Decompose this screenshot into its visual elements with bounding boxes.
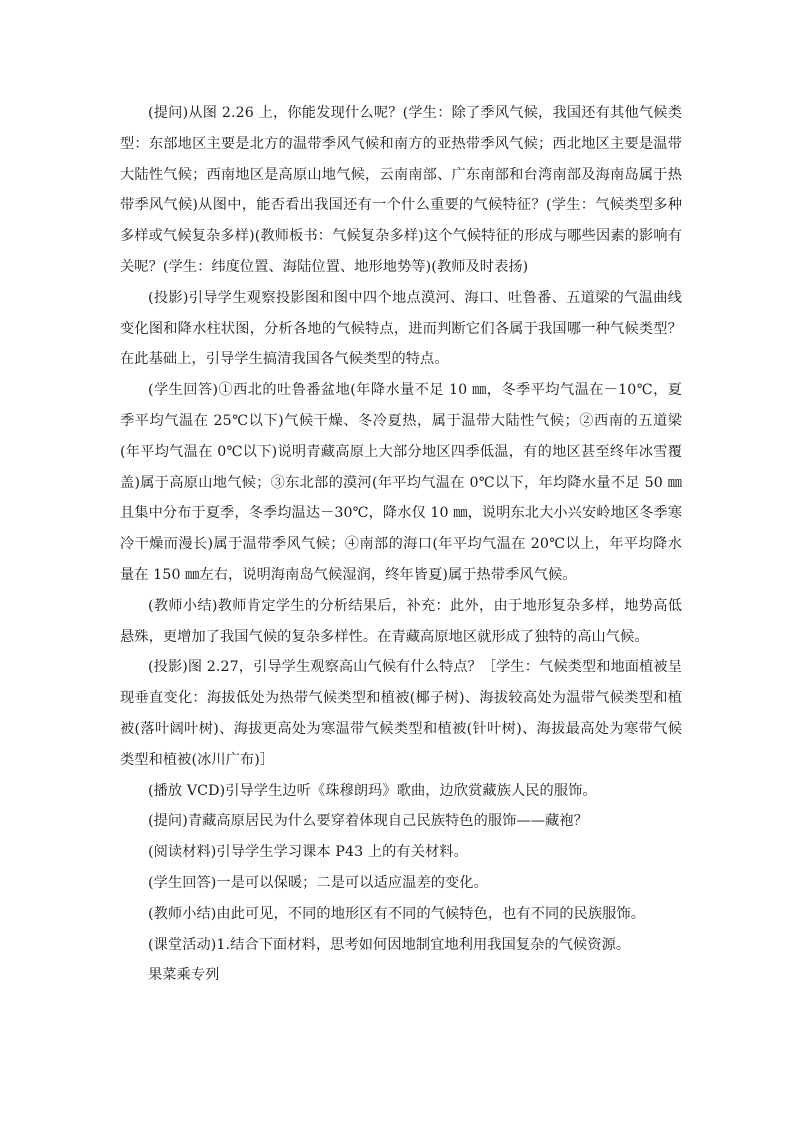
paragraph-question-fig-2-26: (提问)从图 2.26 上，你能发现什么呢？(学生：除了季风气候，我国还有其他气候类型：东部地区主要是北方的温带季风气候和南方的亚热带季风气候；西北地区主要是温带大陆性气候；西南地区是高原山地气候，云南南部、广东南部和台湾南部及海南岛属于热带季风气候)从图中，能否看出我国还有一个什么重要的气候特征？(学生：气候类型多种多样或气候复杂多样)(教师板书：气候复杂多样)这个气候特征的形成与哪些因素的影响有关呢？(学生：纬度位置、海陆位置、地形地势等)(教师及时表扬)	[120, 105, 682, 275]
paragraph-reading-material: (阅读材料)引导学生学习课本 P43 上的有关材料。	[148, 844, 468, 861]
paragraph-teacher-summary-terrain: (教师小结)教师肯定学生的分析结果后，补充：此外，由于地形复杂多样，地势高低悬殊，更增加了我国气候的复杂多样性。在青藏高原地区就形成了独特的高山气候。	[120, 597, 682, 645]
paragraph-class-activity: (课堂活动)1.结合下面材料，思考如何因地制宜地利用我国复杂的气候资源。	[148, 936, 631, 953]
paragraph-student-answer-four-locations: (学生回答)①西北的吐鲁番盆地(年降水量不足 10 ㎜，冬季平均气温在－10℃，夏季平均气温在 25℃以下)气候干燥、冬冷夏热，属于温带大陆性气候；②西南的五道梁(年平均气温在 0℃以下)说明青藏高原上大部分地区四季低温，有的地区甚至终年冰雪覆盖)属于高原山地气候；③东北部的漠河(年平均气温在 0℃以下，年均降水量不足 50 ㎜且集中分布于夏季，冬季均温达－30℃，降水仅 10 ㎜，说明东北大小兴安岭地区冬季寒冷干燥而漫长)属于温带季风气候；④南部的海口(年平均气温在 20℃以上，年平均降水量在 150 ㎜左右，说明海南岛气候湿润，终年皆夏)属于热带季风气候。	[120, 382, 682, 583]
paragraph-play-vcd: (播放 VCD)引导学生边听《珠穆朗玛》歌曲，边欣赏藏族人民的服饰。	[148, 782, 597, 799]
paragraph-projection-fig-2-27: (投影)图 2.27，引导学生观察高山气候有什么特点？［学生：气候类型和地面植被呈现垂直变化：海拔低处为热带气候类型和植被(椰子树)、海拔较高处为温带气候类型和植被(落叶阔叶树)、海拔更高处为寒温带气候类型和植被(针叶树)、海拔最高处为寒带气候类型和植被(冰川广布)］	[120, 659, 682, 768]
paragraph-teacher-summary-costume: (教师小结)由此可见，不同的地形区有不同的气候特色，也有不同的民族服饰。	[148, 905, 646, 922]
document-body	[120, 98, 682, 991]
paragraph-material-title: 果菜乘专列	[148, 967, 220, 984]
paragraph-question-tibetan-robe: (提问)青藏高原居民为什么要穿着体现自己民族特色的服饰——藏袍？	[148, 813, 588, 830]
paragraph-student-answer-robe: (学生回答)一是可以保暖；二是可以适应温差的变化。	[148, 874, 488, 891]
paragraph-projection-climate-charts: (投影)引导学生观察投影图和图中四个地点漠河、海口、吐鲁番、五道梁的气温曲线变化图和降水柱状图，分析各地的气候特点，进而判断它们各属于我国哪一种气候类型？在此基础上，引导学生搞清我国各气候类型的特点。	[120, 289, 682, 368]
